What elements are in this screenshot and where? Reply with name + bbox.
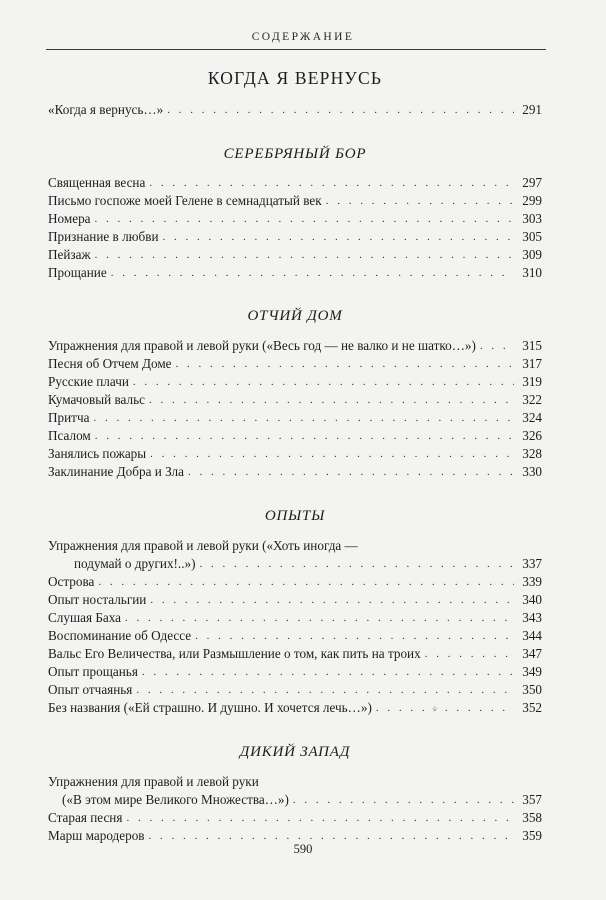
entry-title-line[interactable]: Упражнения для правой и левой руки («Хоть иногда —: [48, 538, 358, 553]
table-of-contents: [48, 60, 542, 845]
leader-dots: [142, 663, 514, 681]
toc-entry[interactable]: [48, 101, 542, 119]
toc-entry[interactable]: [48, 409, 542, 427]
entry-title: Без названия («Ей страшно. И душно. И хочется лечь…»): [48, 700, 372, 715]
entry-title: Русские плачи: [48, 374, 129, 389]
leader-dots: [149, 391, 514, 409]
entry-page: 291: [522, 102, 542, 117]
entry-title: Старая песня: [48, 810, 123, 825]
entry-title: Занялись пожары: [48, 446, 147, 461]
toc-entry[interactable]: [48, 355, 542, 373]
toc-entry[interactable]: [48, 445, 542, 463]
toc-entry[interactable]: [48, 337, 542, 355]
entry-title-line[interactable]: Упражнения для правой и левой руки: [48, 774, 259, 789]
leader-dots: [293, 791, 514, 809]
entry-title: Кумачовый вальс: [48, 392, 145, 407]
toc-entry[interactable]: [48, 809, 542, 827]
section-title: СЕРЕБРЯНЫЙ БОР: [223, 146, 367, 162]
toc-entry[interactable]: [48, 699, 542, 717]
entry-page: 315: [522, 338, 542, 353]
leader-dots: [133, 373, 514, 391]
leader-dots: [167, 101, 514, 119]
leader-dots: [125, 609, 514, 627]
entry-page: 330: [522, 464, 542, 479]
toc-entry[interactable]: [48, 663, 542, 681]
entry-title: подумай о других!..»): [74, 556, 196, 571]
leader-dots: [93, 409, 514, 427]
leader-dots: [195, 627, 514, 645]
entry-page: 305: [522, 229, 542, 244]
leader-dots: [163, 228, 514, 246]
entry-title: Притча: [48, 410, 90, 425]
entry-title: Вальс Его Величества, или Размышление о том, как пить на троих: [48, 646, 421, 661]
entry-title: «Когда я вернусь…»: [48, 102, 164, 117]
toc-entry[interactable]: [48, 791, 542, 809]
entry-page: 319: [522, 374, 542, 389]
leader-dots: [95, 246, 514, 264]
leader-dots: [126, 809, 514, 827]
entry-page: 349: [522, 664, 542, 679]
entry-page: 357: [522, 792, 542, 807]
leader-dots: [326, 192, 514, 210]
entry-page: 299: [522, 193, 542, 208]
entry-page: 347: [522, 646, 542, 661]
entry-title: Прощание: [48, 265, 107, 280]
entry-title: Письмо госпоже моей Гелене в семнадцатый век: [48, 193, 322, 208]
entry-page: 340: [522, 592, 542, 607]
leader-dots: [150, 591, 514, 609]
entry-page: 339: [522, 574, 542, 589]
toc-entry[interactable]: [48, 391, 542, 409]
section-title: ДИКИЙ ЗАПАД: [239, 744, 351, 760]
toc-entry[interactable]: [48, 210, 542, 228]
entry-page: 303: [522, 211, 542, 226]
entry-title: Опыт ностальгии: [48, 592, 147, 607]
toc-entry[interactable]: [48, 373, 542, 391]
entry-page: 322: [522, 392, 542, 407]
leader-dots: [176, 355, 514, 373]
section-title: ОТЧИЙ ДОМ: [247, 308, 343, 324]
toc-entry[interactable]: [48, 627, 542, 645]
entry-page: 326: [522, 428, 542, 443]
entry-title: Заклинание Добра и Зла: [48, 464, 184, 479]
entry-title: Псалом: [48, 428, 91, 443]
entry-title: Марш мародеров: [48, 828, 145, 843]
toc-entry[interactable]: [48, 427, 542, 445]
toc-entry[interactable]: [48, 246, 542, 264]
toc-entry[interactable]: [48, 463, 542, 481]
entry-page: 350: [522, 682, 542, 697]
entry-page: 358: [522, 810, 542, 825]
toc-entry[interactable]: [48, 174, 542, 192]
toc-entry[interactable]: [48, 192, 542, 210]
toc-entry[interactable]: [48, 591, 542, 609]
entry-title: Священная весна: [48, 175, 146, 190]
entry-title: Опыт прощанья: [48, 664, 138, 679]
leader-dots: [111, 264, 514, 282]
leader-dots: [95, 427, 514, 445]
entry-page: 337: [522, 556, 542, 571]
section-title: ОПЫТЫ: [264, 508, 326, 524]
entry-page: 297: [522, 175, 542, 190]
toc-entry[interactable]: [48, 264, 542, 282]
leader-dots: [480, 337, 514, 355]
entry-title: Острова: [48, 574, 95, 589]
entry-page: 324: [522, 410, 542, 425]
entry-title: Слушая Баха: [48, 610, 122, 625]
entry-page: 359: [522, 828, 542, 843]
leader-dots: [149, 174, 514, 192]
toc-entry[interactable]: [48, 555, 542, 573]
leader-dots: [200, 555, 514, 573]
header-rule: [46, 49, 546, 50]
entry-title: («В этом мире Великого Множества…»): [62, 792, 289, 807]
leader-dots: [95, 210, 514, 228]
page-number: 590: [293, 842, 313, 856]
running-head: СОДЕРЖАНИЕ: [251, 31, 355, 43]
entry-page: 352: [522, 700, 542, 715]
entry-title: Признание в любви: [48, 229, 159, 244]
entry-title: Номера: [48, 211, 91, 226]
entry-title: Воспоминание об Одессе: [48, 628, 192, 643]
leader-dots: [376, 699, 514, 717]
entry-title: Пейзаж: [48, 247, 91, 262]
entry-title: Песня об Отчем Доме: [48, 356, 172, 371]
leader-dots: [425, 645, 514, 663]
toc-entry[interactable]: [48, 645, 542, 663]
entry-page: 309: [522, 247, 542, 262]
toc-entry[interactable]: [48, 681, 542, 699]
entry-page: 328: [522, 446, 542, 461]
toc-entry[interactable]: [48, 609, 542, 627]
print-speck: ✧: [431, 704, 439, 714]
entry-page: 317: [522, 356, 542, 371]
section-title: КОГДА Я ВЕРНУСЬ: [207, 68, 383, 88]
entry-title: Опыт отчаянья: [48, 682, 133, 697]
leader-dots: [136, 681, 514, 699]
leader-dots: [98, 573, 514, 591]
entry-title: Упражнения для правой и левой руки («Весь год — не валко и не шатко…»): [48, 338, 476, 353]
leader-dots: [188, 463, 514, 481]
entry-page: 344: [522, 628, 542, 643]
toc-entry[interactable]: [48, 573, 542, 591]
leader-dots: [150, 445, 514, 463]
entry-page: 310: [522, 265, 542, 280]
toc-entry[interactable]: [48, 228, 542, 246]
entry-page: 343: [522, 610, 542, 625]
